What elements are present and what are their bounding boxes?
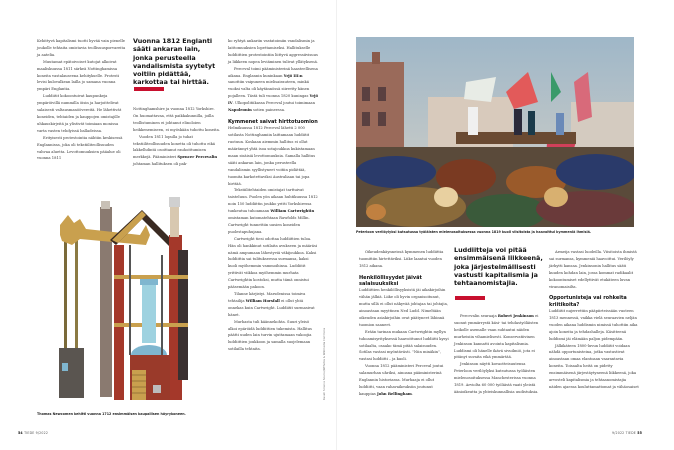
figure-caption: Thomas Newcomen kehitti vuonna 1712 ensimmäisen kaupallisen höyrykoneen.	[37, 412, 186, 416]
paragraph: Erään tarinan mukaan Cartwrightin myllyn tuhoamisyrityksessä haavoittunut luddiitti kysyi sotilaalta, osaako tämä pitää salaisuuden. Sotilas vastasi myöntävästi. ”Niin minäkin”, vastasi luddiitti – ja kuoli.	[359, 329, 449, 362]
page-number: 55	[637, 431, 643, 435]
subheading: Opportunisteja vai rohkeita kriitikoita?	[549, 295, 627, 308]
issue-number: 9/2022	[612, 431, 625, 435]
text-run: Vuoden 1811 lopulla jo tuhat tekstiiliteollisuuden konetta oli tuhottu eikä lakkelhdintä osoittanut rauhoittumisen merkkejä. Pääministeri	[133, 134, 215, 160]
subheading: Henkilöllisyydet jäivät salaisuuksiksi	[359, 274, 422, 288]
paragraph: Luddiittien henkilöllisyyksistä jäi aikakirjoihin vähän jälkiä. Liike oli hyvin organisoitunut, mutta sillä ei ollut näkyvää johtajaa tai johtajia, ainoastaan myyttinen Ned Ludd. Nimeltään oikeuden asiakirjoihin ovat päätyneet lähinnä tuomion saaneet.	[359, 288, 448, 327]
paragraph: Murhasta tuli käännekohta. Suuri yleisö alkoi epäröidä luddiittien tukemista. Hallitus päätti uuden lain turvin ujuttamaan vakoojia luddiittien joukkoon ja samalla suojelemaan sotilailla tehtaita.	[228, 319, 312, 352]
text-run: sanottiin vaipuneen mielisairauteen, minkä vuoksi valta oli käytännössä siirretty hänen pojalleen. Tästä tuli vuonna 1820 kuningas	[228, 80, 310, 99]
paragraph: Cartwright tiesi odottaa luddiittien tuloa. Hän oli hankkinut sotilaita avukseen ja määräsi nämä ampumaan lähestyviä väkijoukkoa. Kaksi luddiittia sai tulitukseessa surmansa, kaksi kuoli myöhemmin vammoihinsa. Luddiitit yrittivät viikkoa myöhemmin murhata Cartwrightin kostoksi, mutta tämä onnistui pääsemään pakoon.	[228, 236, 318, 290]
text-run: sotien paineessa.	[251, 108, 286, 113]
text-run: Vuonna 1812 pääministeri Perceval joutui salamurhan uhriksi, ainoana pääministerinä Englannin historiassa. Murhaaja ei ollut luddiitti, vaan rahavaikeuksiin joutunut kauppias	[359, 364, 444, 396]
paragraph: Jälkikäteen 1800-luvun luddiitit voidaan nähdä opportunisteina, jotka vastustivat ainoastaan omaa elantoaan vaarantavia koneita. Toisaalta heitä on pidetty ensimmäisenä järjestäytyneenä liikkeenä, joka arvosteli kapitalismia ja tehtaanomistajia näiden ajaessa kouluttamattomat ja vähäosaiset	[549, 343, 639, 389]
person-name: Spencer Percevalin	[177, 155, 218, 160]
paragraph: Nottinghamshire ja vuonna 1812 Yorkshire. On huomattavaa, että paikkakunnilla, joilla teollistuminen ei johtanut elinoloien heikkenemiseen, ei myöskään tuhottu koneita.	[133, 107, 221, 132]
paragraph: Armeija vastasi luodeilla. Viisitoista ihmistä sai surmansa, kymmeniä haavoittui. Verilöyly järkytti kansaa. Jenkinsonin hallitus sääti kuuden kohdan lain, jossa kommat radikaalit kokoontumiset edellyttivät etukäteen luvan viranomaisilta.	[549, 250, 637, 289]
paragraph: Jenkinson näytti kovaotteisuutensa Peterloon verilöylyksi kutsutussa työläisten mielenosoituksessa Manchesterissa vuonna 1819. Arviolta 60 000 työläistä vaati yleistä äänioikeutta ja yhteiskunnallisia uudistuksia.	[454, 362, 539, 394]
right-column-2	[454, 313, 544, 396]
peterloo-massacre-painting	[356, 37, 634, 227]
newcomen-engine-illustration	[50, 195, 200, 407]
person-name: William Cartwrightin	[270, 209, 315, 214]
page-folio-right	[612, 431, 642, 435]
paragraph: Erityisesti protestointia nähtiin keskisessä Englannissa, joka oli tekstiiliteollisuuden vahvaa aluetta. Levottomuuksien pääalue oli vuonna 1811	[37, 135, 123, 161]
left-column-2	[133, 106, 221, 168]
pull-quote: Luddiitteja voi pitää ensimmäisenä liikkeenä, joka järjestelmällisesti vastusti kapitalismia ja tehtaanomistajia.	[454, 246, 543, 288]
page-folio-left	[18, 431, 48, 435]
text-run: Tilanne kärjistyi. Marsdenissa toimiva tehtailija	[228, 292, 306, 303]
text-run: ei ollut yhtä onnekas kuin Cartwright. Luddiitit surmasivat hänet.	[228, 298, 315, 317]
right-column-1	[359, 249, 449, 398]
paragraph: Luddiitit nujerrettiin pääpiirteissään vuoteen 1813 mennessä, vaikka vielä seuraavien neljän vuoden aikana luddismin nimissä tuhottiin aika ajoin koneita ja tehdashalleja. Käsitteenä luddismi jäi elämään paljon pidempään.	[549, 309, 638, 341]
paragraph: Luddiitit kokoontuivat kaupunkeja ympäröivillä nummilla öisin ja harjoittelivat salaisesti valtausmanöövereitä. He lähettivät koneiden, tehtaiden ja kauppojen omistajille uhkauskirjeitä ja ylistivät toimiaan monissa varta vasten tehdyissä balladeissa.	[37, 94, 122, 133]
paragraph	[228, 187, 318, 235]
text-run: omistaman kutomatehtaan Rawfolds Millin. Cartwright tunnettiin uusien koneiden puolestapuhujana.	[228, 216, 310, 234]
paragraph	[454, 313, 544, 361]
person-name: Napoleonin	[228, 108, 252, 113]
right-column-3	[549, 249, 639, 391]
person-name: Robert Jenkinson	[497, 314, 534, 318]
paragraph	[133, 134, 221, 169]
text-run: Tekstiilitehtaiden omistajat tarttuivat taisteluun. Puolen yön aikaan huhtikuussa 1812 noin 150 luddiittin joukko yritti Yorkshiressa tunkeutua tuhoamaan	[228, 188, 318, 214]
photo-credit: Kuvat: Science Source/WPhotos & Wikimedia Commons	[323, 327, 326, 400]
paragraph: Helmikuussa 1812 Perceval lähetti 2 000 sotilasta Nottinghamiin laittamaan luddiitit ruotuun. Koskaan aiemmin hallitus ei ollut määrännyt yhtä isoa sotajoukkoa kukistamaan maan sisäisiä levottomuuksia. Samalla hallitus sääti ankaran lain, jonka perusteella vandalismin syyllistyneet voitiin pidättää, tuomita karkotettaviksi Australiaan tai jopa hirttää.	[228, 126, 316, 186]
accent-bar	[134, 87, 164, 91]
paragraph: Kehittyvä kapitalismi tuotti hyvää vain pienelle joukolle tehtaita omistavia teollisuusporvareita ja aatelia.	[37, 39, 126, 57]
paragraph	[228, 291, 318, 319]
right-page	[337, 0, 674, 450]
text-run: . Ulkopolitiikassa Perceval joutui toimimaan	[232, 101, 315, 106]
text-run: Perceval toimi pääministerinä haasteellisena aikana. Englannin kuninkaan	[228, 66, 318, 78]
paragraph: Oikeudenkäynneissä kymmenen luddiittia tuomittiin hirtettäviksi. Liike laantui vuoden 1812 aikana.	[359, 250, 444, 268]
left-column-1	[37, 38, 126, 162]
text-run: ei suonut ymmärrystä käsi- tai tehdastyöläisten heikolle asemalle vaan suhtautui näiden murheisiin vihamielisesti. Konservatiivinen Jenkinson kannatti avointa kapitalismia. Luddismi oli hänelle ikävä sivuilmiö, jota ei pitänyt suvaita eikä ymmärtää.	[454, 314, 539, 360]
pull-quote: Vuonna 1812 Englanti sääti ankaran lain, jonka perusteella vandalismista syytetyt voitiin pidättää, karkottaa tai hirttää.	[133, 37, 216, 87]
text-run: .	[411, 391, 413, 396]
person-name: Yrjö IV	[228, 94, 318, 106]
figure-caption: Peterloon verilöylyksi kutsutussa työläisten mielenosoituksessa vuonna 1819 kuoli viisitoista ja haavoittui kymmeniä ihmisiä.	[356, 230, 592, 234]
magazine-name: TIEDE	[24, 431, 35, 435]
text-run: johtaman hallituksen oli pak-	[133, 162, 188, 167]
paragraph	[359, 363, 449, 398]
page-number: 54	[18, 431, 23, 435]
person-name: William Horsfall	[245, 298, 280, 303]
subheading: Kymmenet saivat hirttotuomion	[228, 118, 318, 125]
left-column-3	[228, 38, 318, 353]
paragraph: ko ryhtyä ankariin vastatoimiin vandalismin ja laittomuuksien lopettamiseksi. Hallitukselle luddiittien protestointiin liittyvä aggressiivisuus ja liikkeen nopea leviäminen tulivat yllätyksenä.	[228, 39, 318, 64]
person-name: John Bellingham	[376, 391, 412, 396]
issue-number: 9/2022	[35, 431, 49, 435]
paragraph: Muutamat epätoivoiset kutojat alkoivat maaliskuussa 1811 särkeä Nottinghamissa koneita vastalauseena kehitykselle. Protesti levisi kulovalkean lailla jo samana vuonna ympäri Englantia.	[37, 59, 120, 92]
paragraph	[228, 66, 318, 114]
person-name: Yrjö III:n	[283, 73, 303, 78]
magazine-name: TIEDE	[625, 431, 637, 435]
text-run: Percevalin seuraaja	[460, 314, 498, 318]
accent-bar	[455, 296, 485, 300]
